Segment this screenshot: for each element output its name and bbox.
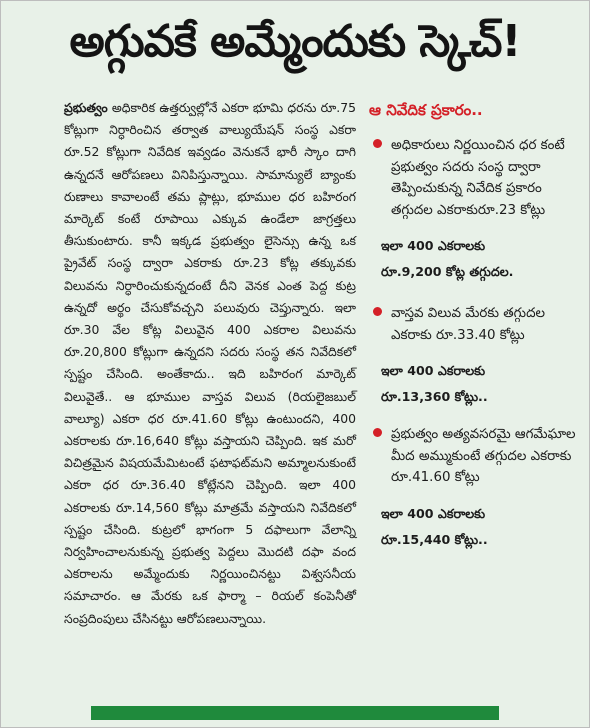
sidebar-point-text: ప్రభుత్వం అత్యవసరమై ఆగమేఘాల మీద అమ్ముకుంటే తగ్గుదల ఎకరాకు రూ.41.60 కోట్లు <box>391 427 576 485</box>
article-body <box>64 97 356 630</box>
sidebar-point-text: వాస్తవ విలువ మేరకు తగ్గుదల ఎకరాకు రూ.33.40 కోట్లు <box>391 306 546 343</box>
article-lead-word: ప్రభుత్వం <box>64 100 108 115</box>
caption-line: రూ.9,200 కోట్ల తగ్గుదల. <box>381 264 514 279</box>
caption-line: ఇలా 400 ఎకరాలకు <box>381 505 486 521</box>
sidebar-caption-3 <box>369 501 577 553</box>
sidebar-point-text: అధికారులు నిర్ణయించిన ధర కంటే ప్రభుత్వం సదరు సంస్థ ద్వారా తెప్పించుకున్న నివేదిక ప్రకారం తగ్గుదల ఎకరాకురూ.23 కోట్లు <box>391 138 565 218</box>
caption-line: రూ.15,440 కోట్లు.. <box>381 531 488 547</box>
caption-line: రూ.13,360 కోట్లు.. <box>381 389 488 404</box>
sidebar-point-2 <box>369 303 577 346</box>
sidebar-point-1 <box>369 135 577 221</box>
sidebar-caption-1 <box>369 233 577 285</box>
bullet-dot-icon <box>373 307 382 316</box>
sidebar-caption-2 <box>369 358 577 410</box>
caption-line: ఇలా 400 ఎకరాలకు <box>381 363 486 378</box>
bullet-dot-icon <box>373 139 382 148</box>
headline: అగ్గువకే అమ్మేందుకు స్కెచ్! <box>69 16 521 67</box>
article-text: అధికారిక ఉత్తర్వుల్లోనే ఎకరా భూమి ధరను రూ.75 కోట్లుగా నిర్ధారించిన తర్వాత వాల్యుయేషన్ సంస్థ ఎకరా రూ.52 కోట్లుగా నివేదిక ఇవ్వడం వెనుకనే భారీ స్కాం దాగి ఉన్నదనే ఆరోపణలు వినిపిస్తున్నాయి. సామాన్యులే బ్యాంకు రుణాలు కావాలంటే తమ ప్లాట్లు, భూముల ధర బహిరంగ మార్కెట్ కంటే రూపాయి ఎక్కువ ఉండేలా జాగ్రత్తలు తీసుకుంటారు. కానీ ఇక్కడ ప్రభుత్వం లైసెన్సు ఉన్న ఒక ప్రైవేట్ సంస్థ ద్వారా ఎకరాకు రూ.23 కోట్ల తక్కువకు విలువను నిర్ధారించుకున్నదంటే దీని వెనక ఎంత పెద్ద కుట్ర ఉన్నదో అర్థం చేసుకోవచ్చని పలువురు చెప్తున్నారు. ఇలా రూ.30 వేల కోట్ల విలువైన 400 ఎకరాల విలువను రూ.20,800 కోట్లుగా ఉన్నదని సదరు సంస్థ తన నివేదికలో స్పష్టం చేసింది. అంతేకాదు.. ఇది బహిరంగ మార్కెట్ విలువైతే.. ఆ భూముల వాస్తవ విలువ (రియలైజబుల్ వాల్యూ) ఎకరా ధర రూ.41.60 కోట్లు ఉంటుందని, 400 ఎకరాలకు రూ.16,640 కోట్లు వస్తాయని చెప్పింది. ఇక మరో విచిత్రమైన విషయమేమిటంటే ఫటాఫట్‌మని అమ్మాలనుకుంటే ఎకరా ధర రూ.36.40 కోట్లేనని చెప్పింది. ఇలా 400 ఎకరాలకు రూ.14,560 కోట్లు మాత్రమే వస్తాయని నివేదికలో స్పష్టం చేసింది. కుట్రలో భాగంగా 5 దఫాలుగా వేలాన్ని నిర్వహించాలనుకున్న ప్రభుత్వ పెద్దలు మొదటి దఫా వంద ఎకరాలను అమ్మేందుకు నిర్ణయించినట్టు విశ్వసనీయ సమాచారం. ఆ మేరకు ఒక ఫార్మా – రియల్ కంపెనీతో సంప్రదింపులు చేసినట్టు ఆరోపణలున్నాయి. <box>64 100 356 626</box>
sidebar-heading: ఆ నివేదిక ప్రకారం.. <box>369 101 483 119</box>
sidebar-point-3 <box>369 424 577 489</box>
sidebar-box <box>369 97 577 553</box>
bullet-dot-icon <box>373 428 382 437</box>
footer-color-bar <box>91 706 499 720</box>
caption-line: ఇలా 400 ఎకరాలకు <box>381 238 486 253</box>
